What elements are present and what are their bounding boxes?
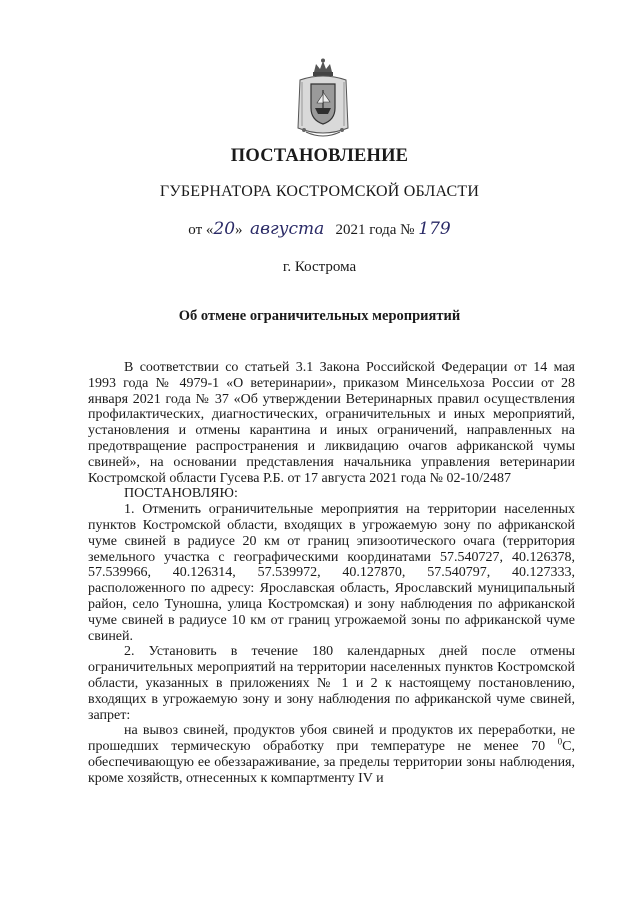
decree-word: ПОСТАНОВЛЯЮ: (124, 486, 238, 502)
document-title: ПОСТАНОВЛЕНИЕ (230, 146, 409, 166)
document-number-handwritten: 179 (418, 219, 451, 239)
city-line: г. Кострома (282, 259, 357, 275)
preamble-paragraph: В соответствии со статьей 3.1 Закона Российской Федерации от 14 мая 1993 года № 4979-1 «О ветеринарии», приказом Минсельхоза России от 28 января 2021 года № 37 «Об утверждении Ветеринарных правил осуществления профилактических, диагностических, ограничительных и иных мероприятий, установления и отмены карантина и иных ограничений, направленных на предотвращение распространения и ликвидацию очагов африканской чумы свиней», на основании представления начальника управления ветеринарии Костромской области Гусева Р.Б. от 17 августа 2021 года № 02-10/2487 (88, 360, 575, 486)
document-subject: Об отмене ограничительных мероприятий (178, 308, 461, 324)
prohibition-paragraph (88, 723, 575, 786)
prohibition-text-start: на вывоз свиней, продуктов убоя свиней и продуктов их переработки, не прошедших термическую обработку при температуре не менее 70 (88, 723, 575, 755)
document-body (88, 360, 575, 787)
date-day-handwritten: 20 (213, 219, 236, 239)
date-mid: » (235, 222, 243, 238)
date-month-handwritten: августа (250, 219, 325, 239)
clause-1-paragraph: 1. Отменить ограничительные мероприятия на территории населенных пунктов Костромской области, входящих в угрожаемую зону по африканской чуме свиней в радиусе 20 км от границ эпизоотического очага (территория земельного участка с географическими координатами 57.540727, 40.126378, 57.539966, 40.126314, 57.539972, 40.127870, 57.540797, 40.127333, расположенного по адресу: Ярославская область, Ярославский муниципальный район, село Туношна, улица Костромская) и зону наблюдения по африканской чуме свиней в радиусе 10 км от границ угрожаемой зоны по африканской чуме свиней. (88, 502, 575, 644)
date-prefix: от « (188, 222, 214, 238)
date-year: 2021 года № (335, 222, 415, 238)
coat-of-arms-emblem (292, 58, 354, 140)
prohibition-text-end: С, обеспечивающую ее обеззараживание, за пределы территории зоны наблюдения, кроме хозяйств, отнесенных к компартменту IV и (88, 739, 575, 786)
document-issuer: ГУБЕРНАТОРА КОСТРОМСКОЙ ОБЛАСТИ (159, 183, 480, 200)
date-line (0, 219, 639, 239)
degree-superscript: 0 (557, 736, 563, 747)
clause-2-paragraph: 2. Установить в течение 180 календарных дней после отмены ограничительных мероприятий на территории населенных пунктов Костромской области, указанных в приложениях № 1 и 2 к настоящему постановлению, входящих в угрожаемую зону и зону наблюдения по африканской чуме свиней, запрет: (88, 644, 575, 723)
